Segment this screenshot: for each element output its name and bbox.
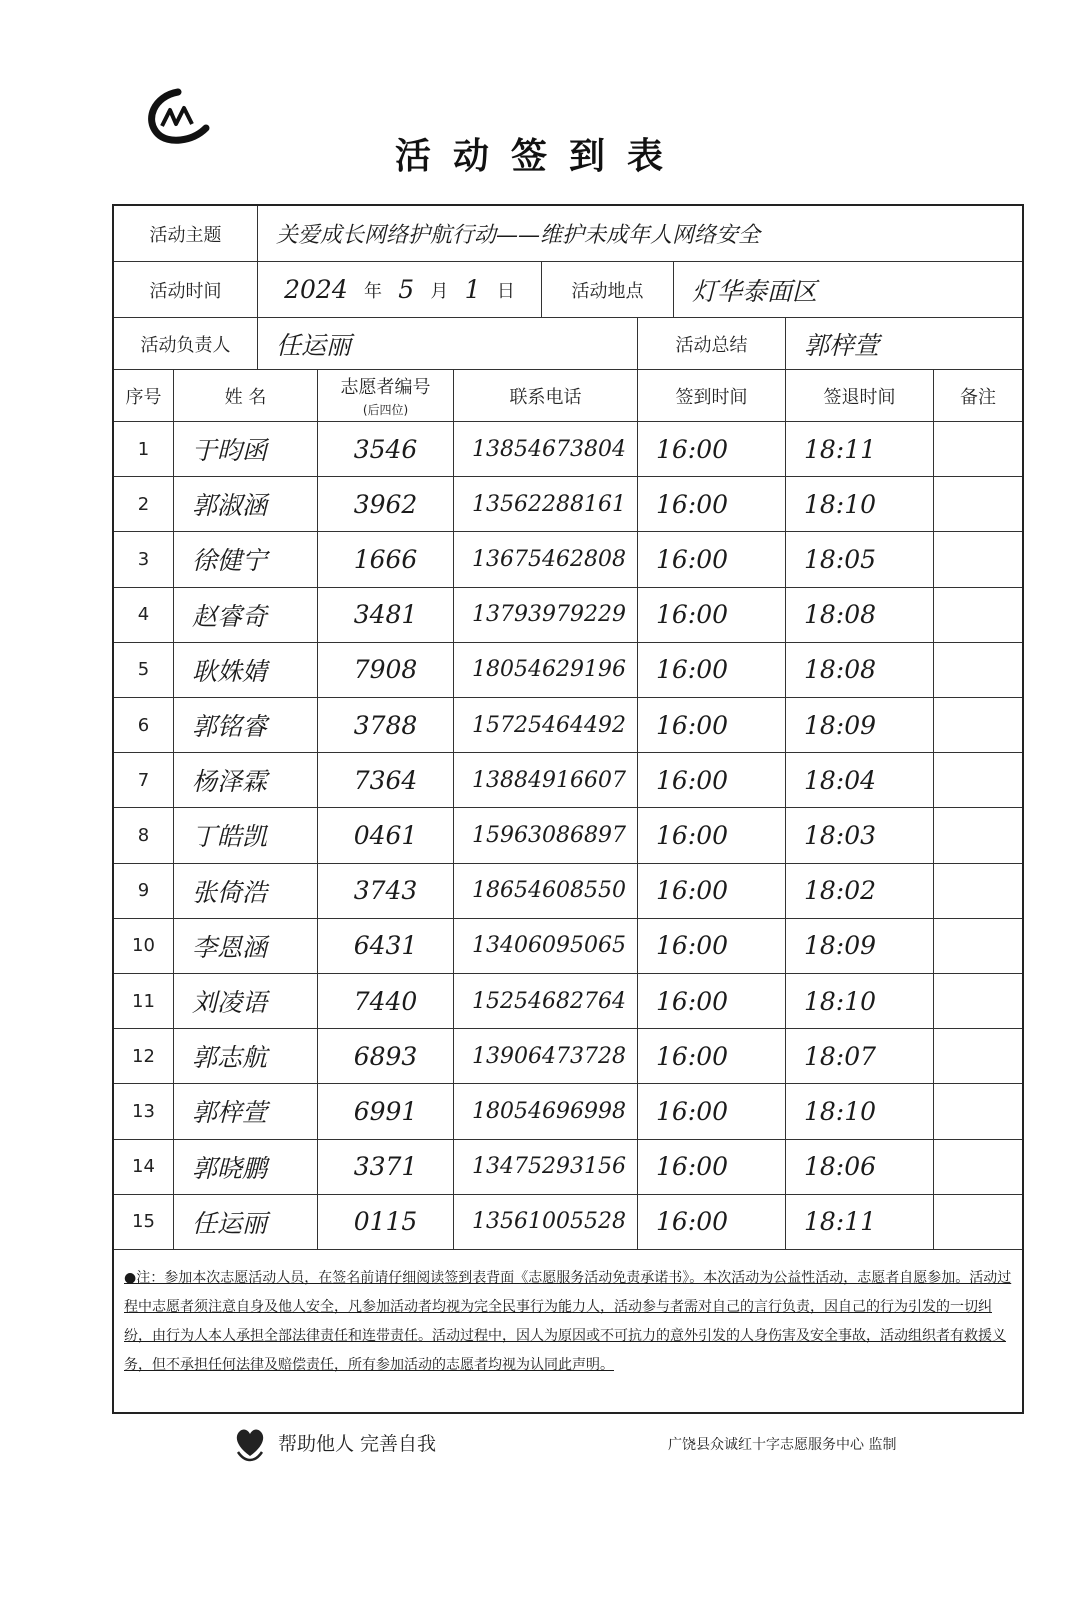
row-name: 杨泽霖 — [174, 753, 318, 808]
row-seq: 5 — [114, 643, 174, 698]
row-name: 郭淑涵 — [174, 477, 318, 532]
col-sign-out: 签退时间 — [786, 370, 934, 422]
place-value: 灯华泰面区 — [674, 262, 1022, 318]
row-seq: 2 — [114, 477, 174, 532]
row-remark — [934, 864, 1022, 919]
col-phone: 联系电话 — [454, 370, 638, 422]
row-volunteer-id: 7440 — [318, 974, 454, 1029]
row-name: 徐健宁 — [174, 532, 318, 587]
row-name: 赵睿奇 — [174, 588, 318, 643]
row-sign-out: 18:07 — [786, 1029, 934, 1084]
row-volunteer-id: 7364 — [318, 753, 454, 808]
row-remark — [934, 1195, 1022, 1250]
row-sign-in: 16:00 — [638, 698, 786, 753]
row-volunteer-id: 3371 — [318, 1140, 454, 1195]
row-phone: 13406095065 — [454, 919, 638, 974]
row-sign-out: 18:05 — [786, 532, 934, 587]
row-name: 郭晓鹏 — [174, 1140, 318, 1195]
row-sign-out: 18:09 — [786, 698, 934, 753]
page-title: 活动签到表 — [394, 136, 685, 177]
col-volunteer-id-sub: (后四位) — [362, 403, 409, 417]
col-remark: 备注 — [934, 370, 1022, 422]
row-name: 李恩涵 — [174, 919, 318, 974]
row-sign-in: 16:00 — [638, 1195, 786, 1250]
row-phone: 13906473728 — [454, 1029, 638, 1084]
row-seq: 10 — [114, 919, 174, 974]
date-year: 2024 — [284, 275, 348, 304]
row-sign-in: 16:00 — [638, 808, 786, 863]
row-name: 于昀函 — [174, 422, 318, 477]
row-volunteer-id: 0115 — [318, 1195, 454, 1250]
col-seq: 序号 — [114, 370, 174, 422]
row-remark — [934, 1029, 1022, 1084]
row-sign-out: 18:10 — [786, 1084, 934, 1139]
row-sign-out: 18:08 — [786, 643, 934, 698]
row-remark — [934, 753, 1022, 808]
row-sign-out: 18:10 — [786, 477, 934, 532]
row-name: 耿姝婧 — [174, 643, 318, 698]
row-volunteer-id: 3788 — [318, 698, 454, 753]
row-sign-out: 18:11 — [786, 1195, 934, 1250]
row-sign-out: 18:06 — [786, 1140, 934, 1195]
row-phone: 13854673804 — [454, 422, 638, 477]
row-seq: 14 — [114, 1140, 174, 1195]
row-remark — [934, 974, 1022, 1029]
row-sign-out: 18:03 — [786, 808, 934, 863]
row-sign-out: 18:09 — [786, 919, 934, 974]
row-sign-in: 16:00 — [638, 532, 786, 587]
disclaimer-text: ●注：参加本次志愿活动人员，在签名前请仔细阅读签到表背面《志愿服务活动免责承诺书》。本次活动为公益性活动，志愿者自愿参加。活动过程中志愿者须注意自身及他人安全，凡参加活动者均视为完全民事行为能力人，活动参与者需对自己的言行负责，因自己的行为引发的一切纠纷，由行为人本人承担全部法律责任和连带责任。活动过程中，因人为原因或不可抗力的意外引发的人身伤害及安全事故，活动组织者有救援义务，但不承担任何法律及赔偿责任，所有参加活动的志愿者均视为认同此声明。 — [124, 1270, 1012, 1373]
row-remark — [934, 422, 1022, 477]
row-remark — [934, 1084, 1022, 1139]
theme-label: 活动主题 — [114, 206, 258, 262]
footer-slogan — [232, 1422, 436, 1462]
day-unit: 日 — [496, 280, 515, 302]
row-volunteer-id: 6991 — [318, 1084, 454, 1139]
row-sign-in: 16:00 — [638, 1140, 786, 1195]
col-name: 姓 名 — [174, 370, 318, 422]
row-seq: 9 — [114, 864, 174, 919]
row-sign-out: 18:04 — [786, 753, 934, 808]
row-name: 任运丽 — [174, 1195, 318, 1250]
year-unit: 年 — [364, 280, 382, 302]
row-name: 刘凌语 — [174, 974, 318, 1029]
row-seq: 6 — [114, 698, 174, 753]
row-sign-in: 16:00 — [638, 643, 786, 698]
row-sign-out: 18:10 — [786, 974, 934, 1029]
leader-value: 任运丽 — [258, 318, 638, 370]
slogan-text: 帮助他人 完善自我 — [278, 1432, 437, 1455]
row-name: 郭志航 — [174, 1029, 318, 1084]
row-phone: 18054696998 — [454, 1084, 638, 1139]
row-remark — [934, 1140, 1022, 1195]
row-phone: 15725464492 — [454, 698, 638, 753]
row-name: 张倚浩 — [174, 864, 318, 919]
row-seq: 15 — [114, 1195, 174, 1250]
date-day: 1 — [464, 275, 481, 304]
row-name: 郭梓萱 — [174, 1084, 318, 1139]
row-sign-out: 18:11 — [786, 422, 934, 477]
row-seq: 4 — [114, 588, 174, 643]
row-sign-in: 16:00 — [638, 974, 786, 1029]
leader-label: 活动负责人 — [114, 318, 258, 370]
col-sign-in: 签到时间 — [638, 370, 786, 422]
row-volunteer-id: 6431 — [318, 919, 454, 974]
row-sign-in: 16:00 — [638, 1084, 786, 1139]
col-volunteer-id-label: 志愿者编号 — [340, 377, 431, 398]
row-sign-in: 16:00 — [638, 753, 786, 808]
row-sign-in: 16:00 — [638, 1029, 786, 1084]
row-name: 丁皓凯 — [174, 808, 318, 863]
row-phone: 15963086897 — [454, 808, 638, 863]
row-phone: 13884916607 — [454, 753, 638, 808]
row-remark — [934, 588, 1022, 643]
row-sign-in: 16:00 — [638, 919, 786, 974]
row-seq: 1 — [114, 422, 174, 477]
row-remark — [934, 919, 1022, 974]
heart-hands-icon — [232, 1422, 268, 1462]
row-volunteer-id: 0461 — [318, 808, 454, 863]
row-remark — [934, 808, 1022, 863]
row-phone: 13675462808 — [454, 532, 638, 587]
disclaimer-note — [114, 1258, 1022, 1380]
summary-label: 活动总结 — [638, 318, 786, 370]
date-month: 5 — [398, 275, 415, 304]
row-remark — [934, 698, 1022, 753]
activity-date — [258, 262, 542, 318]
row-seq: 7 — [114, 753, 174, 808]
row-sign-in: 16:00 — [638, 588, 786, 643]
summary-value: 郭梓萱 — [786, 318, 1022, 370]
row-sign-out: 18:02 — [786, 864, 934, 919]
row-volunteer-id: 1666 — [318, 532, 454, 587]
row-volunteer-id: 6893 — [318, 1029, 454, 1084]
row-sign-in: 16:00 — [638, 477, 786, 532]
row-phone: 13793979229 — [454, 588, 638, 643]
row-phone: 18654608550 — [454, 864, 638, 919]
sign-in-form — [112, 204, 1024, 1414]
row-remark — [934, 532, 1022, 587]
row-remark — [934, 477, 1022, 532]
row-volunteer-id: 3743 — [318, 864, 454, 919]
row-sign-out: 18:08 — [786, 588, 934, 643]
row-phone: 13562288161 — [454, 477, 638, 532]
row-volunteer-id: 7908 — [318, 643, 454, 698]
row-sign-in: 16:00 — [638, 422, 786, 477]
row-seq: 12 — [114, 1029, 174, 1084]
col-volunteer-id — [318, 370, 454, 422]
row-phone: 13561005528 — [454, 1195, 638, 1250]
row-volunteer-id: 3962 — [318, 477, 454, 532]
row-volunteer-id: 3546 — [318, 422, 454, 477]
row-phone: 15254682764 — [454, 974, 638, 1029]
row-name: 郭铭睿 — [174, 698, 318, 753]
row-phone: 13475293156 — [454, 1140, 638, 1195]
row-remark — [934, 643, 1022, 698]
row-sign-in: 16:00 — [638, 864, 786, 919]
row-seq: 13 — [114, 1084, 174, 1139]
footer-org: 广饶县众诚红十字志愿服务中心 监制 — [668, 1437, 897, 1453]
row-seq: 11 — [114, 974, 174, 1029]
row-volunteer-id: 3481 — [318, 588, 454, 643]
row-seq: 3 — [114, 532, 174, 587]
month-unit: 月 — [430, 280, 449, 302]
time-label: 活动时间 — [114, 262, 258, 318]
row-seq: 8 — [114, 808, 174, 863]
row-phone: 18054629196 — [454, 643, 638, 698]
theme-value: 关爱成长网络护航行动——维护未成年人网络安全 — [258, 206, 1022, 262]
place-label: 活动地点 — [542, 262, 674, 318]
